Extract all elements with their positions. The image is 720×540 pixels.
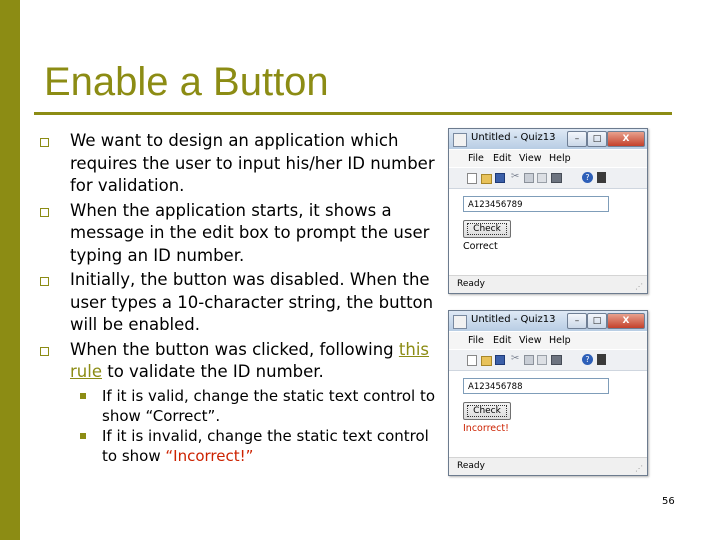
status-bar [449, 275, 647, 294]
menu-file[interactable]: File [468, 335, 484, 346]
app-icon [453, 133, 467, 147]
check-button[interactable]: Check [463, 402, 511, 420]
cut-icon[interactable]: ✂ [511, 353, 520, 364]
status-text: Ready [457, 279, 485, 289]
menu-bar [449, 332, 647, 349]
maximize-button[interactable]: □ [587, 131, 607, 147]
title-bar[interactable] [449, 129, 647, 149]
bullet-item: We want to design an application which requires the user to input his/her ID number for validation. [38, 130, 444, 198]
resize-grip-icon[interactable]: ⋰ [635, 282, 643, 291]
help-pointer-icon[interactable] [597, 354, 606, 365]
minimize-button[interactable]: – [567, 313, 587, 329]
new-icon[interactable] [467, 355, 477, 366]
window-title: Untitled - Quiz13 [471, 132, 556, 143]
title-divider [34, 112, 672, 115]
copy-icon[interactable] [524, 355, 534, 365]
save-icon[interactable] [495, 173, 505, 183]
square-bullet-icon [40, 208, 49, 217]
focus-rect [467, 405, 507, 417]
menu-view[interactable]: View [519, 335, 542, 346]
about-icon[interactable]: ? [582, 354, 593, 365]
menu-edit[interactable]: Edit [493, 153, 512, 164]
minimize-button[interactable]: – [567, 131, 587, 147]
square-bullet-icon [40, 138, 49, 147]
maximize-button[interactable]: □ [587, 313, 607, 329]
bullet-item: When the button was clicked, following this rule to validate the ID number. [38, 339, 444, 384]
print-icon[interactable] [551, 173, 562, 183]
status-bar [449, 457, 647, 476]
help-pointer-icon[interactable] [597, 172, 606, 183]
filled-square-bullet-icon [80, 433, 86, 439]
print-icon[interactable] [551, 355, 562, 365]
menu-bar [449, 150, 647, 167]
static-text-result: Correct [463, 241, 498, 252]
paste-icon[interactable] [537, 173, 547, 183]
page-number: 56 [662, 496, 675, 507]
title-bar[interactable] [449, 311, 647, 331]
menu-help[interactable]: Help [549, 153, 571, 164]
focus-rect [467, 223, 507, 235]
app-icon [453, 315, 467, 329]
new-icon[interactable] [467, 173, 477, 184]
copy-icon[interactable] [524, 173, 534, 183]
subbullet-item: If it is valid, change the static text control to show “Correct”. [38, 386, 444, 426]
save-icon[interactable] [495, 355, 505, 365]
cut-icon[interactable]: ✂ [511, 171, 520, 182]
menu-file[interactable]: File [468, 153, 484, 164]
bullet-list [38, 130, 444, 466]
square-bullet-icon [40, 347, 49, 356]
menu-help[interactable]: Help [549, 335, 571, 346]
resize-grip-icon[interactable]: ⋰ [635, 464, 643, 473]
id-edit-box[interactable]: A123456788 [463, 378, 609, 394]
app-window-incorrect [448, 310, 648, 476]
square-bullet-icon [40, 277, 49, 286]
toolbar [449, 350, 647, 371]
left-accent-bar [0, 0, 20, 540]
toolbar [449, 168, 647, 189]
id-edit-box[interactable]: A123456789 [463, 196, 609, 212]
paste-icon[interactable] [537, 355, 547, 365]
app-window-correct [448, 128, 648, 294]
static-text-result: Incorrect! [463, 423, 509, 434]
this-rule-link[interactable]: this rule [70, 339, 429, 381]
bullet-item: Initially, the button was disabled. When the user types a 10-character string, the button will be enabled. [38, 269, 444, 337]
filled-square-bullet-icon [80, 393, 86, 399]
about-icon[interactable]: ? [582, 172, 593, 183]
window-title: Untitled - Quiz13 [471, 314, 556, 325]
status-text: Ready [457, 461, 485, 471]
slide-title: Enable a Button [44, 60, 329, 104]
menu-edit[interactable]: Edit [493, 335, 512, 346]
subbullet-item: If it is invalid, change the static text control to show “Incorrect!” [38, 426, 444, 466]
check-button[interactable]: Check [463, 220, 511, 238]
close-button[interactable]: X [607, 313, 645, 329]
menu-view[interactable]: View [519, 153, 542, 164]
bullet-item: When the application starts, it shows a message in the edit box to prompt the user typing an ID number. [38, 200, 444, 268]
close-button[interactable]: X [607, 131, 645, 147]
open-icon[interactable] [481, 356, 492, 366]
open-icon[interactable] [481, 174, 492, 184]
